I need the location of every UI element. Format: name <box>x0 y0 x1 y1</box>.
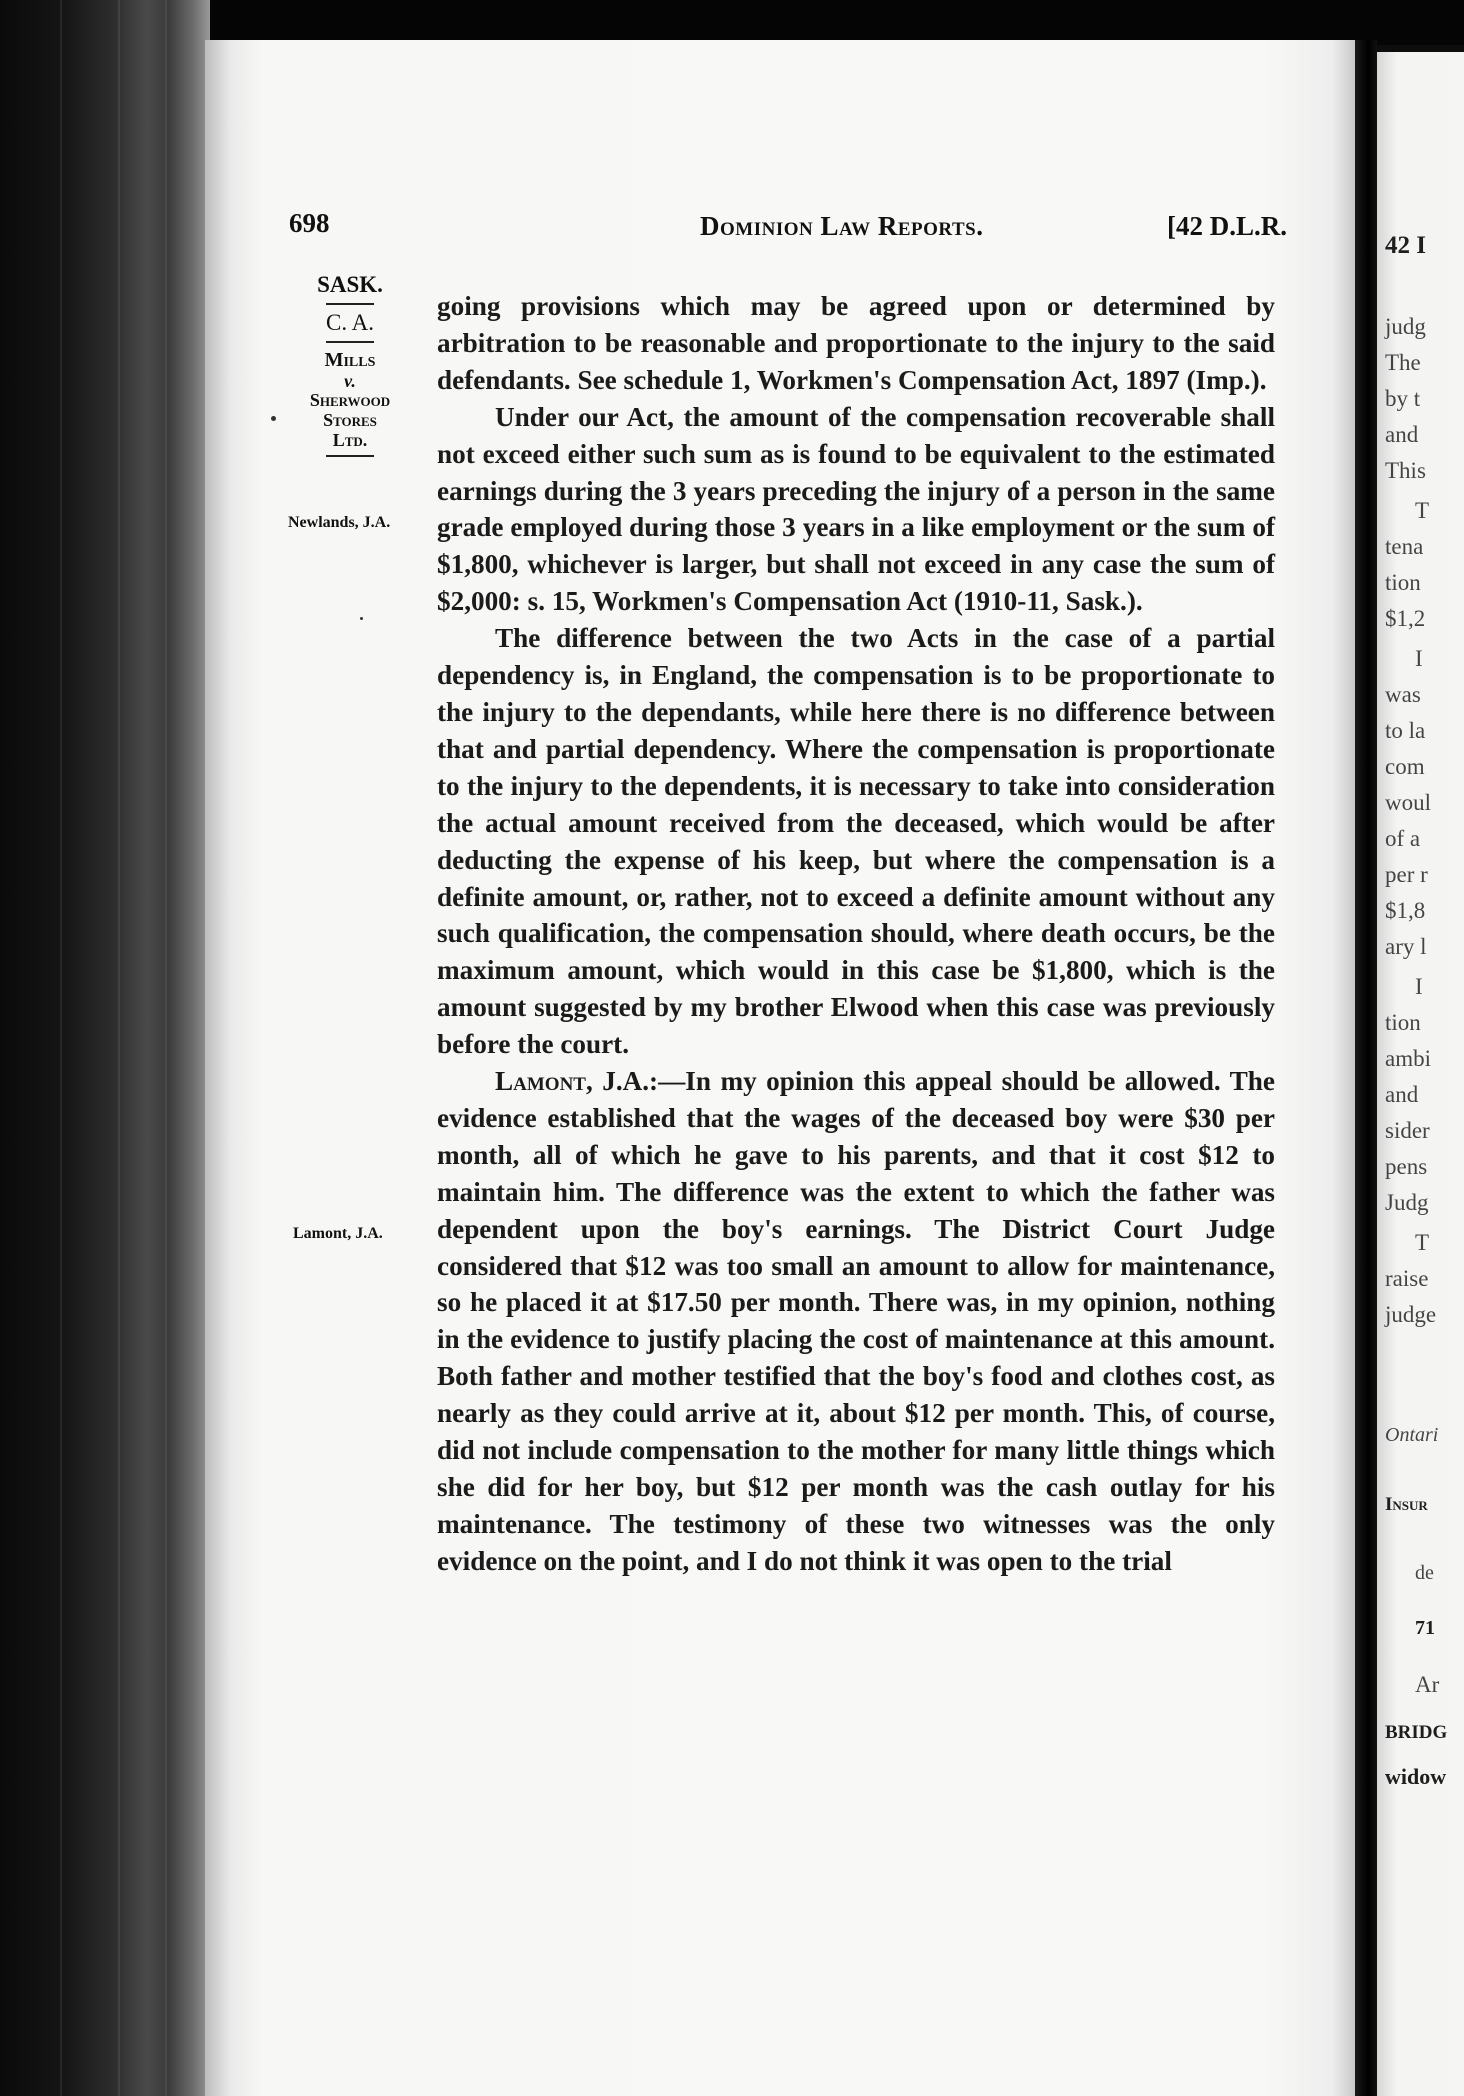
paragraph-text: :—In my opinion this appeal should be allowed. The evidence established that the wages of the deceased boy were $30 per month, all of which he gave to his parents, and that it cost $12 to maintain him. The difference was the extent to which the father was dependent upon the boy's earnings. The District Court Judge considered that $12 was too small an amount to allow for maintenance, so he placed it at $17.50 per month. There was, in my opinion, nothing in the evidence to justify placing the cost of maintenance at this amount. Both father and mother testified that the boy's food and clothes cost, as nearly as they could arrive at it, about $12 per month. This, of course, did not include compensation to the mother for many little things which she did for her boy, but $12 per month was the cash outlay for his maintenance. The testimony of these two witnesses was the only evidence on the point, and I do not think it was open to the trial <box>437 1066 1275 1576</box>
facing-page-line: of a <box>1385 826 1421 851</box>
facing-page-line: ambi <box>1385 1046 1431 1071</box>
page-gutter <box>1355 40 1377 2096</box>
opinion-text <box>437 288 1275 1580</box>
scan-speck <box>360 617 363 620</box>
facing-page-line: by t <box>1385 386 1421 411</box>
facing-page-line: tion <box>1385 1010 1421 1035</box>
margin-case-name-3: Sherwood <box>309 390 391 410</box>
facing-page-line: T <box>1415 1230 1430 1255</box>
facing-page-line: com <box>1385 754 1425 779</box>
facing-page-line: I <box>1415 646 1423 671</box>
margin-case-name-5: Ltd. <box>332 430 368 450</box>
facing-page-fragment <box>1377 52 1464 2096</box>
speaker-name: Lamont, J.A. <box>495 1066 650 1097</box>
margin-case-name-1: Mills <box>324 349 376 371</box>
facing-page-line: raise <box>1385 1266 1429 1291</box>
facing-page-line: Insur <box>1385 1494 1428 1515</box>
margin-province: SASK. <box>317 272 383 297</box>
volume-reference: [42 D.L.R. <box>1167 211 1287 241</box>
paragraph: Under our Act, the amount of the compensation recoverable shall not exceed either such sum as is found to be equivalent to the estimated earnings during the 3 years preceding the injury of a person in the same grade employed during those 3 years in a like employment or the sum of $1,800, whichever is larger, but shall not exceed in any case the sum of $2,000: s. 15, Workmen's Compensation Act (1910-11, Sask.). <box>437 401 1275 617</box>
paragraph: The difference between the two Acts in the case of a partial dependency is, in England, the compensation is to be proportionate to the injury to the dependants, while here there is no difference between that and partial dependency. Where the compensation is proportionate to the injury to the dependents, it is necessary to take into consideration the actual amount received from the deceased, which would be after deducting the expense of his keep, but where the compensation is a definite amount, or, rather, not to exceed a definite amount without any such qualification, the compensation should, where death occurs, be the maximum amount, which would in this case be $1,800, which is the amount suggested by my brother Elwood when this case was previously before the court. <box>437 623 1275 1060</box>
margin-judge-lamont: Lamont, J.A. <box>293 1225 383 1242</box>
page-header <box>0 208 1464 248</box>
paragraph: going provisions which may be agreed upon or determined by arbitration to be reasonable and proportionate to the injury to the said defendants. See schedule 1, Workmen's Compensation Act, 1897 (Imp.). <box>437 291 1275 395</box>
page-number: 698 <box>289 208 330 238</box>
margin-case-note <box>285 272 415 462</box>
margin-case-name-2: v. <box>344 371 356 391</box>
facing-page-line: woul <box>1385 790 1431 815</box>
scan-speck <box>271 416 276 421</box>
margin-case-name-4: Stores <box>323 410 377 430</box>
facing-page-line: $1,8 <box>1385 898 1426 923</box>
margin-court: C. A. <box>326 310 374 335</box>
facing-page-line: tion <box>1385 570 1421 595</box>
facing-page-line: sider <box>1385 1118 1430 1143</box>
facing-page-line: judg <box>1385 314 1426 339</box>
margin-rule <box>326 341 374 343</box>
facing-page-line: Ar <box>1415 1672 1440 1697</box>
scan-top-edge <box>0 0 1464 45</box>
facing-page-line: and <box>1385 1082 1419 1107</box>
facing-page-line: and <box>1385 422 1419 447</box>
margin-rule <box>326 303 374 305</box>
facing-page-line: de <box>1415 1562 1434 1584</box>
facing-page-line: judge <box>1385 1302 1437 1327</box>
running-head: Dominion Law Reports. <box>700 211 984 241</box>
margin-judge-newlands: Newlands, J.A. <box>288 514 391 531</box>
facing-page-line: 71 <box>1415 1617 1435 1639</box>
facing-page-line: 42 I <box>1385 232 1426 259</box>
facing-page-line: BRIDG <box>1385 1722 1448 1743</box>
facing-page-line: The <box>1385 350 1421 375</box>
facing-page-line: ary l <box>1385 934 1427 959</box>
facing-page-line: widow <box>1385 1764 1447 1789</box>
paragraph <box>437 1063 1275 1580</box>
facing-page-line: tena <box>1385 534 1424 559</box>
facing-page-line: T <box>1415 498 1430 523</box>
facing-page-line: Ontari <box>1385 1424 1439 1446</box>
facing-page-line: $1,2 <box>1385 606 1426 631</box>
facing-page-line: pens <box>1385 1154 1428 1179</box>
facing-page-line: Judg <box>1385 1190 1429 1215</box>
book-binding-edge <box>0 0 210 2096</box>
facing-page-line: per r <box>1385 862 1428 887</box>
facing-page-line: was <box>1385 682 1421 707</box>
facing-page-line: I <box>1415 974 1423 999</box>
facing-page-line: This <box>1385 458 1426 483</box>
margin-rule <box>326 455 374 457</box>
facing-page-line: to la <box>1385 718 1426 743</box>
